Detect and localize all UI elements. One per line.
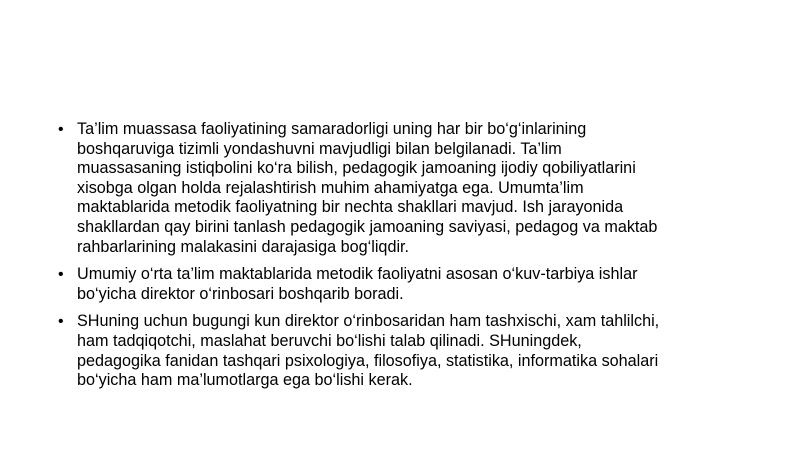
bullet-item	[58, 120, 748, 257]
bullet-dot-icon: •	[58, 121, 64, 138]
text-line: SHuning uchun bugungi kun direktor o‘rinbosaridan ham tashxischi, xam tahlilchi,	[77, 312, 660, 331]
text-line: bo‘yicha ham ma’lumotlarga ega bo‘lishi kerak.	[77, 371, 413, 390]
text-line: Ta’lim muassasa faoliyatining samaradorligi uning har bir bo‘g‘inlarining	[77, 120, 587, 138]
bullet-dot-icon: •	[58, 266, 64, 284]
text-line: rahbarlarining malakasini darajasiga bog‘liqdir.	[77, 237, 410, 256]
bullet-text	[77, 265, 748, 304]
text-line: shakllardan qay birini tanlash pedagogik jamoaning saviyasi, pedagog va maktab	[77, 217, 658, 236]
text-line: pedagogika fanidan tashqari psixologiya, filosofiya, statistika, informatika sohalari	[77, 351, 659, 370]
text-line: boshqaruviga tizimli yondashuvni mavjudligi bilan belgilanadi. Ta’lim	[77, 139, 562, 158]
bullet-item	[58, 312, 748, 390]
bullet-text	[77, 120, 748, 257]
text-line: xisobga olgan holda rejalashtirish muhim ahamiyatga ega. Umumta’lim	[77, 178, 584, 197]
text-line: ham tadqiqotchi, maslahat beruvchi bo‘lishi talab qilinadi. SHuningdek,	[77, 331, 582, 350]
text-line: Umumiy o‘rta ta’lim maktablarida metodik faoliyatni asosan o‘kuv-tarbiya ishlar	[77, 265, 638, 284]
bullet-dot-icon: •	[58, 313, 64, 331]
text-line: bo‘yicha direktor o‘rinbosari boshqarib boradi.	[77, 284, 404, 303]
bullet-list	[58, 120, 748, 399]
bullet-text	[77, 312, 748, 390]
text-line: muassasaning istiqbolini ko‘ra bilish, pedagogik jamoaning ijodiy qobiliyatlarini	[77, 159, 636, 178]
text-line: maktablarida metodik faoliyatning bir nechta shakllari mavjud. Ish jarayonida	[77, 198, 624, 217]
bullet-item	[58, 265, 748, 304]
